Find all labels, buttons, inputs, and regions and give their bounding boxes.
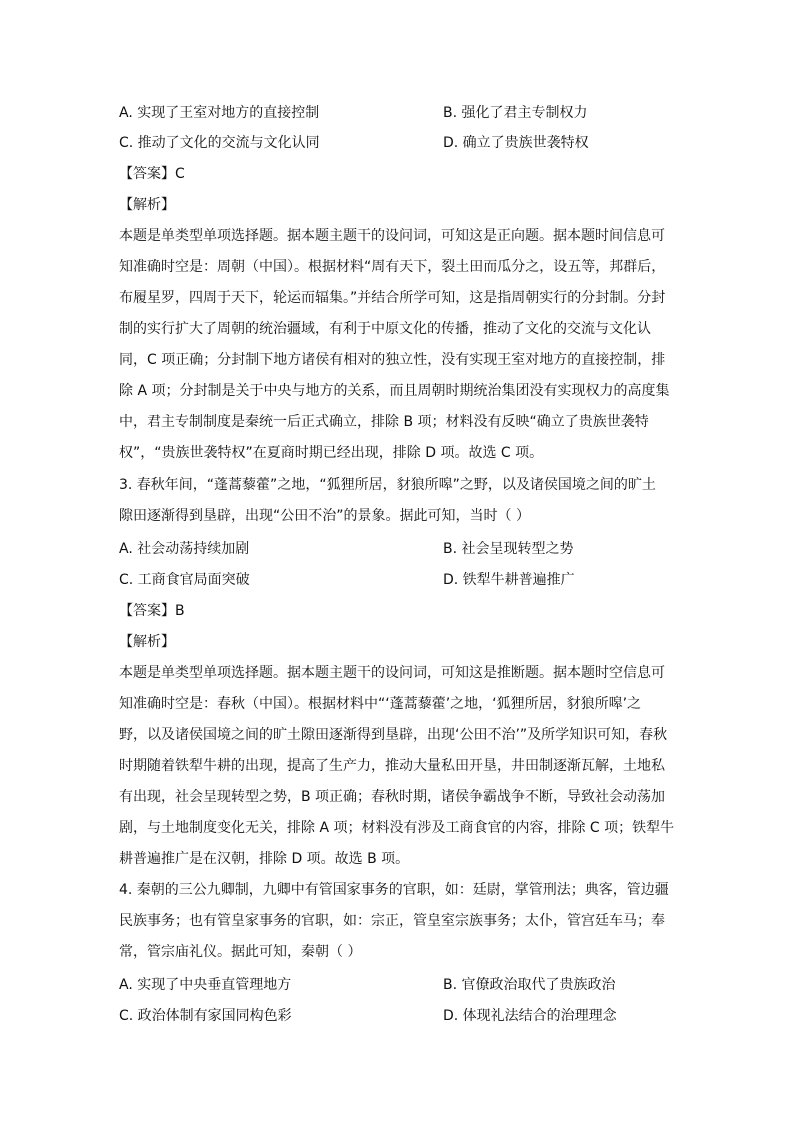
q4-stem-line: 民族事务；也有管皇家事务的官职，如：宗正，管皇室宗族事务；太仆，管宫廷车马；奉 bbox=[119, 913, 665, 929]
q3-analysis-line: 有出现，社会呈现转型之势，B 项正确；春秋时期，诸侯争霸战争不断，导致社会动荡加 bbox=[119, 789, 666, 805]
q4-option-b: B. 官僚政治取代了贵族政治 bbox=[443, 977, 616, 993]
q2-analysis-label: 【解析】 bbox=[119, 197, 175, 213]
q2-analysis-line: 制的实行扩大了周朝的统治疆域，有利于中原文化的传播，推动了文化的交流与文化认 bbox=[119, 321, 651, 337]
q3-analysis-line: 本题是单类型单项选择题。据本题主题干的设问词，可知这是推断题。据本题时空信息可 bbox=[119, 665, 665, 681]
q4-stem-line: 常，管宗庙礼仪。据此可知，秦朝（ ） bbox=[119, 944, 362, 960]
q3-option-a: A. 社会动荡持续加剧 bbox=[119, 541, 250, 557]
q3-option-d: D. 铁犁牛耕普遍推广 bbox=[443, 572, 575, 588]
q2-analysis-text bbox=[119, 221, 679, 469]
q3-stem-line: 3. 春秋年间，“蓬蒿藜藿”之地，“狐狸所居，豺狼所嗥”之野，以及诸侯国境之间的旷土 bbox=[119, 477, 656, 493]
q4-option-c: C. 政治体制有家国同构色彩 bbox=[119, 1008, 292, 1024]
q2-analysis-line: 权”，“贵族世袭特权”在夏商时期已经出现，排除 D 项。故选 C 项。 bbox=[119, 445, 544, 461]
q2-analysis-line: 除 A 项；分封制是关于中央与地方的关系，而且周朝时期统治集团没有实现权力的高度集 bbox=[119, 383, 670, 399]
q4-stem-line: 4. 秦朝的三公九卿制，九卿中有管国家事务的官职，如：廷尉，掌管刑法；典客，管边疆 bbox=[119, 882, 669, 898]
q3-stem-line: 隙田逐渐得到垦辟，出现“公田不治”的景象。据此可知，当时（ ） bbox=[119, 508, 530, 524]
q2-analysis-line: 本题是单类型单项选择题。据本题主题干的设问词，可知这是正向题。据本题时间信息可 bbox=[119, 228, 665, 244]
q3-option-c: C. 工商食官局面突破 bbox=[119, 572, 250, 588]
q2-option-d: D. 确立了贵族世袭特权 bbox=[443, 135, 589, 151]
q3-analysis-line: 知准确时空是：春秋（中国）。根据材料中“‘蓬蒿藜藿’之地，‘狐狸所居，豺狼所嗥’之 bbox=[119, 696, 642, 712]
q3-answer: 【答案】B bbox=[119, 603, 185, 619]
q2-option-a: A. 实现了王室对地方的直接控制 bbox=[119, 105, 320, 121]
q2-analysis-line: 布履星罗，四周于天下，轮运而辐集。”并结合所学可知，这是指周朝实行的分封制。分封 bbox=[119, 290, 666, 306]
q2-answer: 【答案】C bbox=[119, 166, 185, 182]
q2-option-b: B. 强化了君主专制权力 bbox=[443, 105, 588, 121]
q3-option-b: B. 社会呈现转型之势 bbox=[443, 541, 574, 557]
q3-analysis-label: 【解析】 bbox=[119, 634, 175, 650]
q3-analysis-line: 时期随着铁犁牛耕的出现，提高了生产力，推动大量私田开垦，井田制逐渐瓦解，土地私 bbox=[119, 758, 665, 774]
q2-option-c: C. 推动了文化的交流与文化认同 bbox=[119, 135, 320, 151]
q4-option-a: A. 实现了中央垂直管理地方 bbox=[119, 977, 292, 993]
q3-analysis-line: 耕普遍推广是在汉朝，排除 D 项。故选 B 项。 bbox=[119, 851, 410, 867]
q4-stem bbox=[119, 875, 679, 968]
q2-analysis-line: 知准确时空是：周朝（中国）。根据材料“周有天下，裂土田而瓜分之，设五等，邦群后， bbox=[119, 259, 666, 275]
q2-analysis-line: 同，C 项正确；分封制下地方诸侯有相对的独立性，没有实现王室对地方的直接控制，排 bbox=[119, 352, 666, 368]
q4-option-d: D. 体现礼法结合的治理理念 bbox=[443, 1008, 617, 1024]
q3-analysis-line: 剧，与土地制度变化无关，排除 A 项；材料没有涉及工商食官的内容，排除 C 项；铁犁牛 bbox=[119, 820, 675, 836]
q3-stem bbox=[119, 470, 679, 532]
q3-analysis-line: 野，以及诸侯国境之间的旷土隙田逐渐得到垦辟，出现‘公田不治’”及所学知识可知，春秋 bbox=[119, 727, 668, 743]
q3-analysis-text bbox=[119, 658, 679, 875]
q2-analysis-line: 中，君主专制制度是秦统一后正式确立，排除 B 项；材料没有反映“确立了贵族世袭特 bbox=[119, 414, 649, 430]
